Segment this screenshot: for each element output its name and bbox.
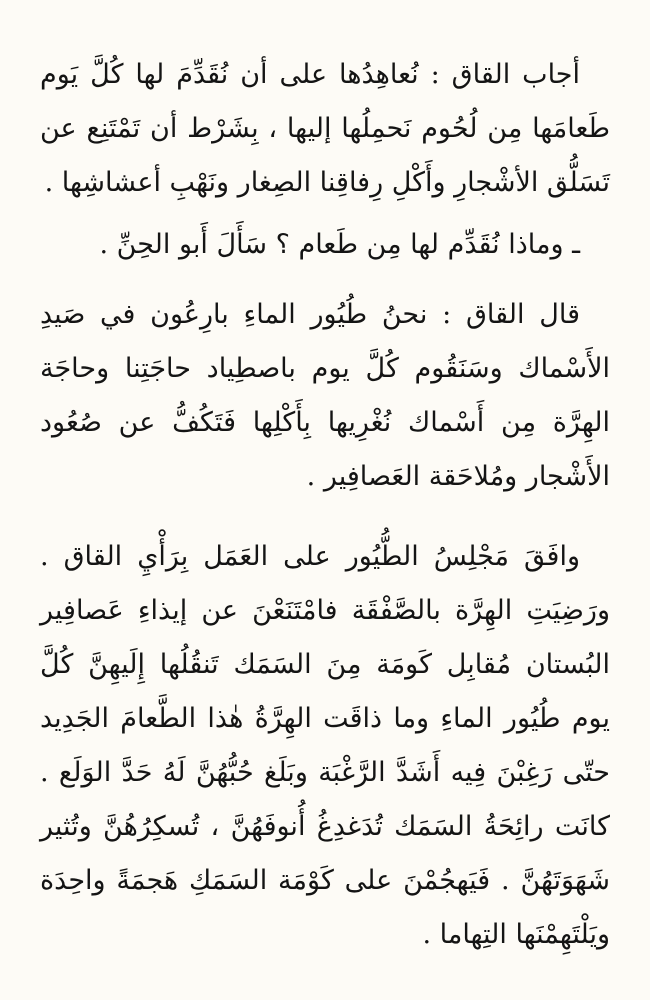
paragraph-1: أجاب القاق : نُعاهِدُها على أن نُقَدِّمَ لها كُلَّ يَوم طَعامَها مِن لُحُوم نَحمِلُها إليها ، بِشَرْط أن تَمْتَنِع عن تَسَلُّق الأشْجارِ وأَكْلِ رِفاقِنا الصِغار ونَهْبِ أعشاشِها . xyxy=(40,59,610,198)
paragraph-2: ـ وماذا نُقَدِّم لها مِن طَعام ؟ سَأَلَ أَبو الحِنِّ . xyxy=(99,229,580,260)
paragraph-4: وافَقَ مَجْلِسُ الطُّيُور على العَمَل بِرَأْيِ القاق . ورَضِيَتِ الهِرَّة بالصَّفْقَة فامْتَنَعْنَ عن إيذاءِ عَصافِير البُستان مُقابِل كَومَة مِنَ السَمَك تَنقُلُها إِلَيهِنَّ كُلَّ يوم طُيُور الماءِ وما ذاقَت الهِرَّةُ هٰذا الطَّعامَ الجَدِيد حتّى رَغِبْنَ فِيه أَشَدَّ الرَّغْبَة وبَلَغ حُبُّهُنَّ لَهُ حَدَّ الوَلَع . كانَت رائِحَةُ السَمَك تُدَغدِغُ أُنوفَهُنَّ ، تُسكِرُهُنَّ وتُثير شَهَوَتَهُنَّ . فَيَهجُمْنَ على كَوْمَة السَمَكِ هَجمَةً واحِدَة ويَلْتَهِمْنَها التِهاما . xyxy=(40,541,610,950)
paragraph-3: قال القاق : نحنُ طُيُور الماءِ بارِعُون في صَيدِ الأَسْماك وسَنَقُوم كُلَّ يوم باصطِياد حاجَتِنا وحاجَة الهِرَّة مِن أَسْماك نُغْرِيها بِأَكْلِها فَتَكُفُّ عن صُعُود الأَشْجار ومُلاحَقة العَصافِير . xyxy=(40,299,610,492)
